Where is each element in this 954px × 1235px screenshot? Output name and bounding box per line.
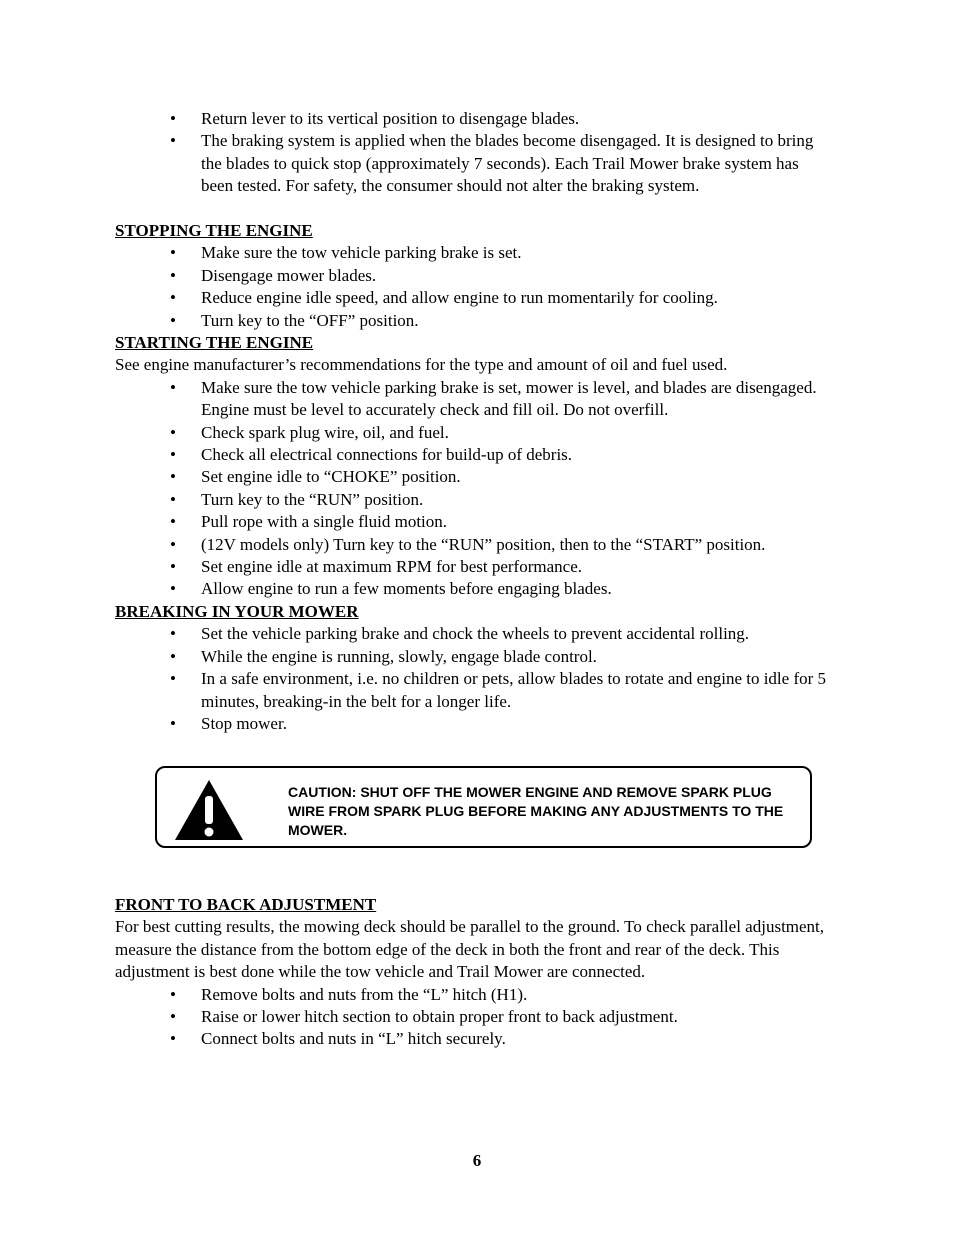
front-back-bullet-list bbox=[115, 984, 840, 1051]
section-heading-breaking: BREAKING IN YOUR MOWER bbox=[115, 602, 359, 621]
caution-text: CAUTION: SHUT OFF THE MOWER ENGINE AND REMOVE SPARK PLUG WIRE FROM SPARK PLUG BEFORE MAKING ANY ADJUSTMENTS TO THE MOWER. bbox=[288, 784, 784, 838]
starting-bullet-list bbox=[115, 377, 845, 601]
list-item: • Set engine idle to “CHOKE” position. bbox=[170, 467, 461, 487]
intro-section bbox=[115, 108, 845, 198]
list-item: • Make sure the tow vehicle parking brake is set, mower is level, and blades are disengaged. Engine must be level to accurately check and fill oil. Do not overfill. bbox=[170, 377, 817, 420]
list-item: • Check all electrical connections for build-up of debris. bbox=[170, 445, 573, 465]
list-item: • Connect bolts and nuts in “L” hitch securely. bbox=[170, 1029, 506, 1049]
list-item: • Reduce engine idle speed, and allow engine to run momentarily for cooling. bbox=[170, 288, 718, 308]
stopping-bullet-list bbox=[115, 242, 845, 332]
starting-intro: See engine manufacturer’s recommendations for the type and amount of oil and fuel used. bbox=[115, 355, 728, 375]
starting-section bbox=[115, 332, 845, 601]
list-item: • Allow engine to run a few moments before engaging blades. bbox=[170, 579, 612, 599]
breaking-bullet-list bbox=[115, 623, 845, 735]
stopping-section bbox=[115, 220, 845, 332]
list-item: • In a safe environment, i.e. no children or pets, allow blades to rotate and engine to idle for 5 minutes, breaking-in the belt for a longer life. bbox=[170, 669, 827, 711]
list-item: • While the engine is running, slowly, engage blade control. bbox=[170, 646, 597, 666]
section-heading-starting: STARTING THE ENGINE bbox=[115, 333, 314, 352]
breaking-section bbox=[115, 601, 845, 735]
page-number: 6 bbox=[472, 1151, 482, 1170]
list-item: • Disengage mower blades. bbox=[170, 265, 377, 285]
list-item: • Turn key to the “RUN” position. bbox=[170, 489, 424, 509]
front-back-section bbox=[115, 894, 840, 1051]
front-back-intro: For best cutting results, the mowing deck should be parallel to the ground. To check parallel adjustment, measure the distance from the bottom edge of the deck in both the front and rear of the deck. This adjustment is best done while the tow vehicle and Trail Mower are connected. bbox=[115, 917, 825, 982]
intro-bullet-list bbox=[115, 108, 845, 198]
list-item: • Check spark plug wire, oil, and fuel. bbox=[170, 422, 449, 442]
section-heading-stopping: STOPPING THE ENGINE bbox=[115, 221, 313, 240]
list-item: • Stop mower. bbox=[170, 714, 287, 734]
list-item: • Pull rope with a single fluid motion. bbox=[170, 512, 448, 532]
list-item: • Set engine idle at maximum RPM for best performance. bbox=[170, 557, 582, 577]
list-item: • Set the vehicle parking brake and chock the wheels to prevent accidental rolling. bbox=[170, 624, 750, 644]
caution-box bbox=[155, 766, 812, 848]
section-heading-front-back: FRONT TO BACK ADJUSTMENT bbox=[115, 895, 377, 914]
list-item: • Make sure the tow vehicle parking brake is set. bbox=[170, 243, 522, 263]
list-item: • Raise or lower hitch section to obtain proper front to back adjustment. bbox=[170, 1007, 678, 1027]
list-item: • Turn key to the “OFF” position. bbox=[170, 310, 419, 330]
list-item: • (12V models only) Turn key to the “RUN” position, then to the “START” position. bbox=[170, 534, 766, 554]
list-item: • The braking system is applied when the blades become disengaged. It is designed to bring the blades to quick stop (approximately 7 seconds). Each Trail Mower brake system has been tested. For safety, the consumer should not alter the braking system. bbox=[170, 131, 814, 196]
list-item: • Remove bolts and nuts from the “L” hitch (H1). bbox=[170, 984, 528, 1004]
warning-icon bbox=[173, 778, 245, 842]
list-item: • Return lever to its vertical position to disengage blades. bbox=[170, 109, 580, 128]
